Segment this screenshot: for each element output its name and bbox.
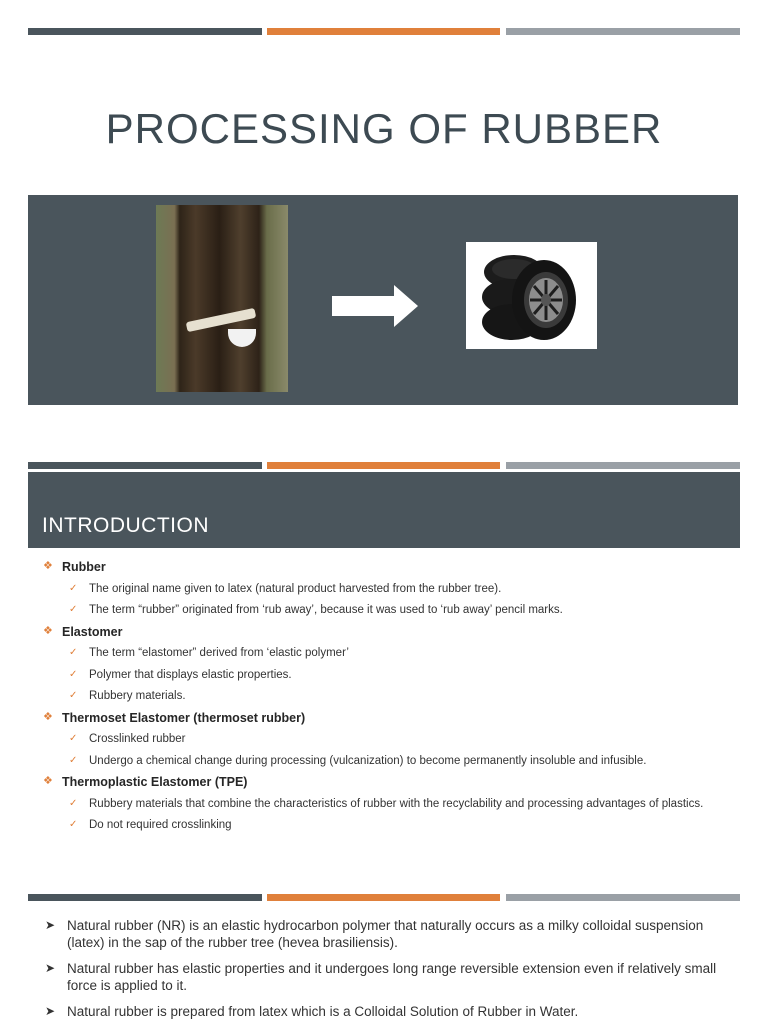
- checkmark-icon: ✓: [69, 754, 78, 766]
- checkmark-icon: ✓: [69, 819, 78, 830]
- checkmark-icon: ✓: [69, 690, 78, 701]
- list-item: ➤ Natural rubber has elastic properties and it undergoes long range reversible extension even if relatively small force is applied to it.: [45, 961, 717, 993]
- diamond-bullet-icon: ❖: [43, 775, 53, 787]
- slide2-accent-stripes: [28, 462, 740, 469]
- arrowhead-bullet-icon: ➤: [45, 961, 56, 975]
- checkmark-icon: ✓: [69, 647, 78, 658]
- term-heading: ❖ Thermoplastic Elastomer (TPE): [43, 775, 248, 789]
- list-item: ✓ The original name given to latex (natural product harvested from the rubber tree).: [43, 580, 743, 602]
- term-heading: ❖ Elastomer: [43, 624, 123, 639]
- rubber-tree-photo: [156, 205, 288, 392]
- intro-header-band: [28, 472, 740, 548]
- definitions-list: [43, 558, 743, 838]
- diamond-bullet-icon: ❖: [43, 710, 53, 723]
- list-item: ➤ Natural rubber is prepared from latex which is a Colloidal Solution of Rubber in Water.: [45, 1004, 579, 1019]
- checkmark-icon: ✓: [69, 604, 78, 615]
- slide1-accent-stripes: [28, 28, 740, 35]
- list-item: ✓ Rubbery materials that combine the characteristics of rubber with the recyclability and processing advantages of plastics.: [43, 795, 743, 817]
- arrowhead-bullet-icon: ➤: [45, 918, 56, 932]
- section-heading: INTRODUCTION: [42, 514, 209, 537]
- list-item: ✓ The term “rubber” originated from ‘rub away’, because it was used to ‘rub away’ pencil marks.: [43, 601, 743, 623]
- title-image-panel: [28, 195, 738, 405]
- term-heading: ❖ Rubber: [43, 560, 106, 574]
- list-item: ➤ Natural rubber (NR) is an elastic hydrocarbon polymer that naturally occurs as a milky colloidal suspension (latex) in the sap of the rubber tree (hevea brasiliensis).: [45, 918, 704, 950]
- natural-rubber-list: [45, 917, 735, 1029]
- list-item: ✓ Rubbery materials.: [43, 687, 743, 709]
- list-item: ✓ Crosslinked rubber: [43, 730, 743, 752]
- checkmark-icon: ✓: [69, 733, 78, 744]
- arrowhead-bullet-icon: ➤: [45, 1004, 56, 1018]
- diamond-bullet-icon: ❖: [43, 624, 53, 637]
- list-item: ✓ The term “elastomer” derived from ‘elastic polymer’: [43, 644, 743, 666]
- list-item: ✓ Polymer that displays elastic properties.: [43, 666, 743, 688]
- slide3-accent-stripes: [28, 894, 740, 901]
- checkmark-icon: ✓: [69, 797, 78, 809]
- diamond-bullet-icon: ❖: [43, 560, 53, 572]
- list-item: ✓ Do not required crosslinking: [43, 816, 743, 838]
- list-item: ✓ Undergo a chemical change during processing (vulcanization) to become permanently insoluble and infusible.: [43, 752, 743, 774]
- right-arrow-icon: [332, 285, 418, 327]
- slide-title: PROCESSING OF RUBBER: [105, 105, 663, 152]
- checkmark-icon: ✓: [69, 582, 78, 594]
- checkmark-icon: ✓: [69, 668, 78, 680]
- tires-photo: [466, 242, 597, 349]
- term-heading: ❖ Thermoset Elastomer (thermoset rubber): [43, 710, 306, 725]
